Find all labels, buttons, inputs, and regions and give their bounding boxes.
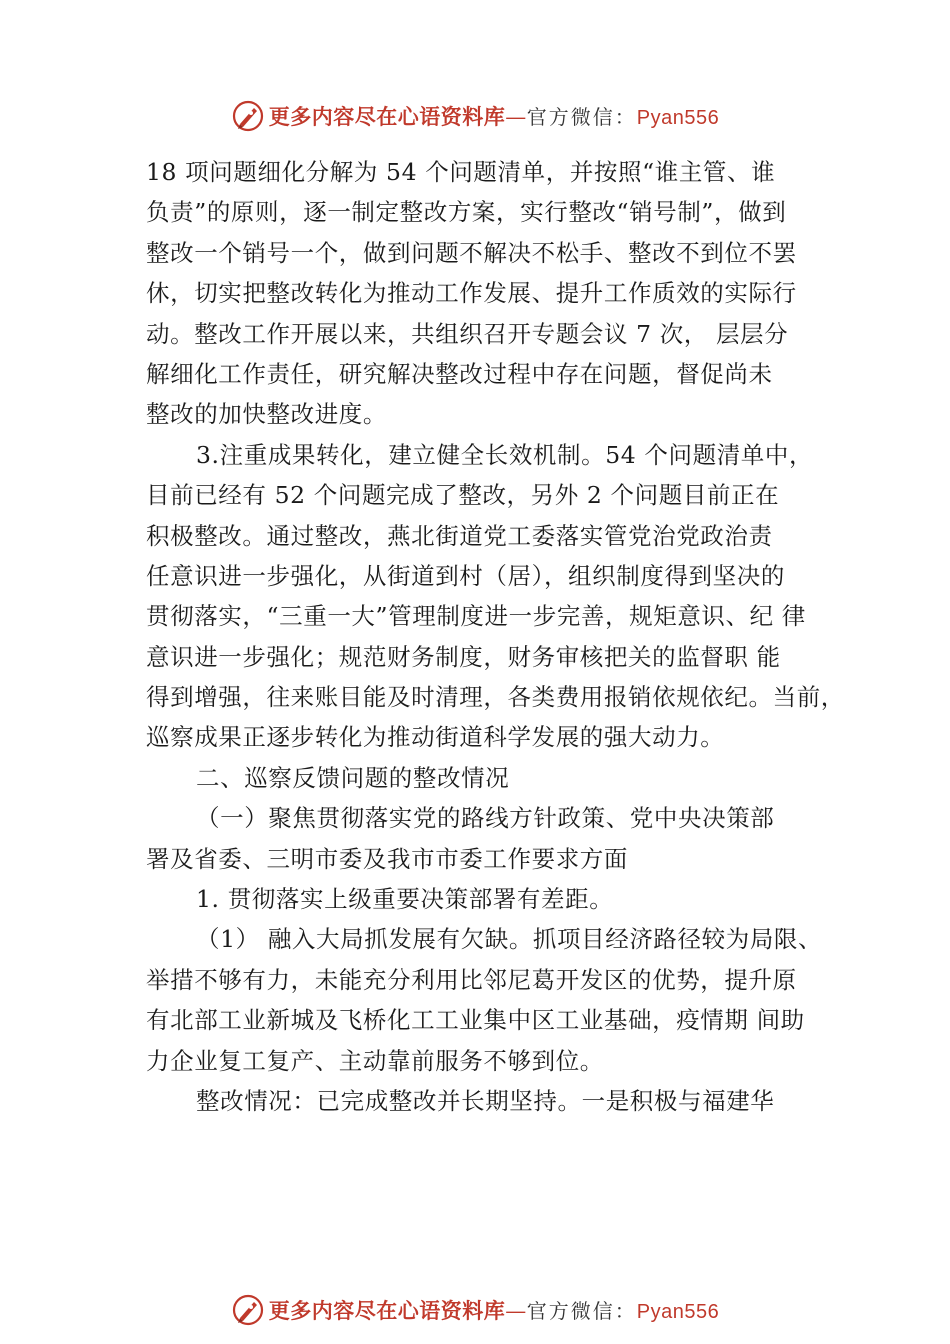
- text-line: 贯彻落实，“三重一大”管理制度进一步完善，规矩意识、纪 律: [146, 602, 806, 631]
- text-line: 意识进一步强化；规范财务制度，财务审核把关的监督职 能: [146, 642, 781, 671]
- text-line: 整改情况：已完成整改并长期坚持。一是积极与福建华: [196, 1086, 775, 1115]
- text-line: 目前已经有 52 个问题完成了整改，另外 2 个问题目前正在: [146, 481, 780, 510]
- text-line: 整改的加快整改进度。: [146, 400, 387, 429]
- banner-wechat-id: Pyan556: [636, 1301, 720, 1323]
- text-line: 动。整改工作开展以来，共组织召开专题会议 7 次， 层层分: [146, 319, 789, 348]
- text-line: 解细化工作责任，研究解决整改过程中存在问题，督促尚未: [146, 359, 773, 388]
- banner-text: [269, 101, 719, 131]
- banner-wechat-label: 官方微信：: [526, 1299, 637, 1323]
- document-body: [146, 152, 846, 1121]
- text-line: 任意识进一步强化，从街道到村（居），组织制度得到坚决的: [146, 561, 785, 590]
- footer-banner: [0, 1290, 950, 1330]
- banner-dash: —: [505, 105, 527, 129]
- text-line: 3.注重成果转化，建立健全长效机制。54 个问题清单中，: [196, 440, 814, 469]
- banner-brand: 更多内容尽在心语资料库: [268, 1298, 506, 1323]
- text-line: 积极整改。通过整改，燕北街道党工委落实管党治党政治责: [146, 521, 773, 550]
- banner-wechat-label: 官方微信：: [526, 105, 637, 129]
- header-banner: [0, 96, 950, 136]
- text-line: 力企业复工复产、主动靠前服务不够到位。: [146, 1046, 604, 1075]
- pen-logo-icon: [231, 99, 265, 133]
- text-line: 得到增强，往来账目能及时清理，各类费用报销依规依纪。当前，: [146, 683, 845, 712]
- text-line: 休，切实把整改转化为推动工作发展、提升工作质效的实际行: [146, 279, 797, 308]
- text-line: 整改一个销号一个，做到问题不解决不松手、整改不到位不罢: [146, 238, 797, 267]
- text-line: 有北部工业新城及飞桥化工工业集中区工业基础，疫情期 间助: [146, 1006, 805, 1035]
- item-heading: 1. 贯彻落实上级重要决策部署有差距。: [196, 885, 614, 914]
- text-line: 举措不够有力，未能充分利用比邻尼葛开发区的优势，提升原: [146, 965, 797, 994]
- text-line: （1） 融入大局抓发展有欠缺。抓项目经济路径较为局限、: [196, 925, 823, 954]
- text-line: 巡察成果正逐步转化为推动街道科学发展的强大动力。: [146, 723, 725, 752]
- text-line: 署及省委、三明市委及我市市委工作要求方面: [146, 844, 628, 873]
- banner-text: [269, 1295, 719, 1325]
- pen-logo-icon: [231, 1293, 265, 1327]
- text-line: 18 项问题细化分解为 54 个问题清单，并按照“谁主管、谁: [146, 158, 776, 186]
- banner-dash: —: [505, 1299, 527, 1323]
- subsection-heading: （一）聚焦贯彻落实党的路线方针政策、党中央决策部: [196, 804, 775, 833]
- banner-brand: 更多内容尽在心语资料库: [268, 104, 506, 129]
- banner-wechat-id: Pyan556: [636, 107, 720, 129]
- section-heading: 二、巡察反馈问题的整改情况: [196, 763, 510, 792]
- text-line: 负责”的原则，逐一制定整改方案，实行整改“销号制”，做到: [146, 198, 787, 227]
